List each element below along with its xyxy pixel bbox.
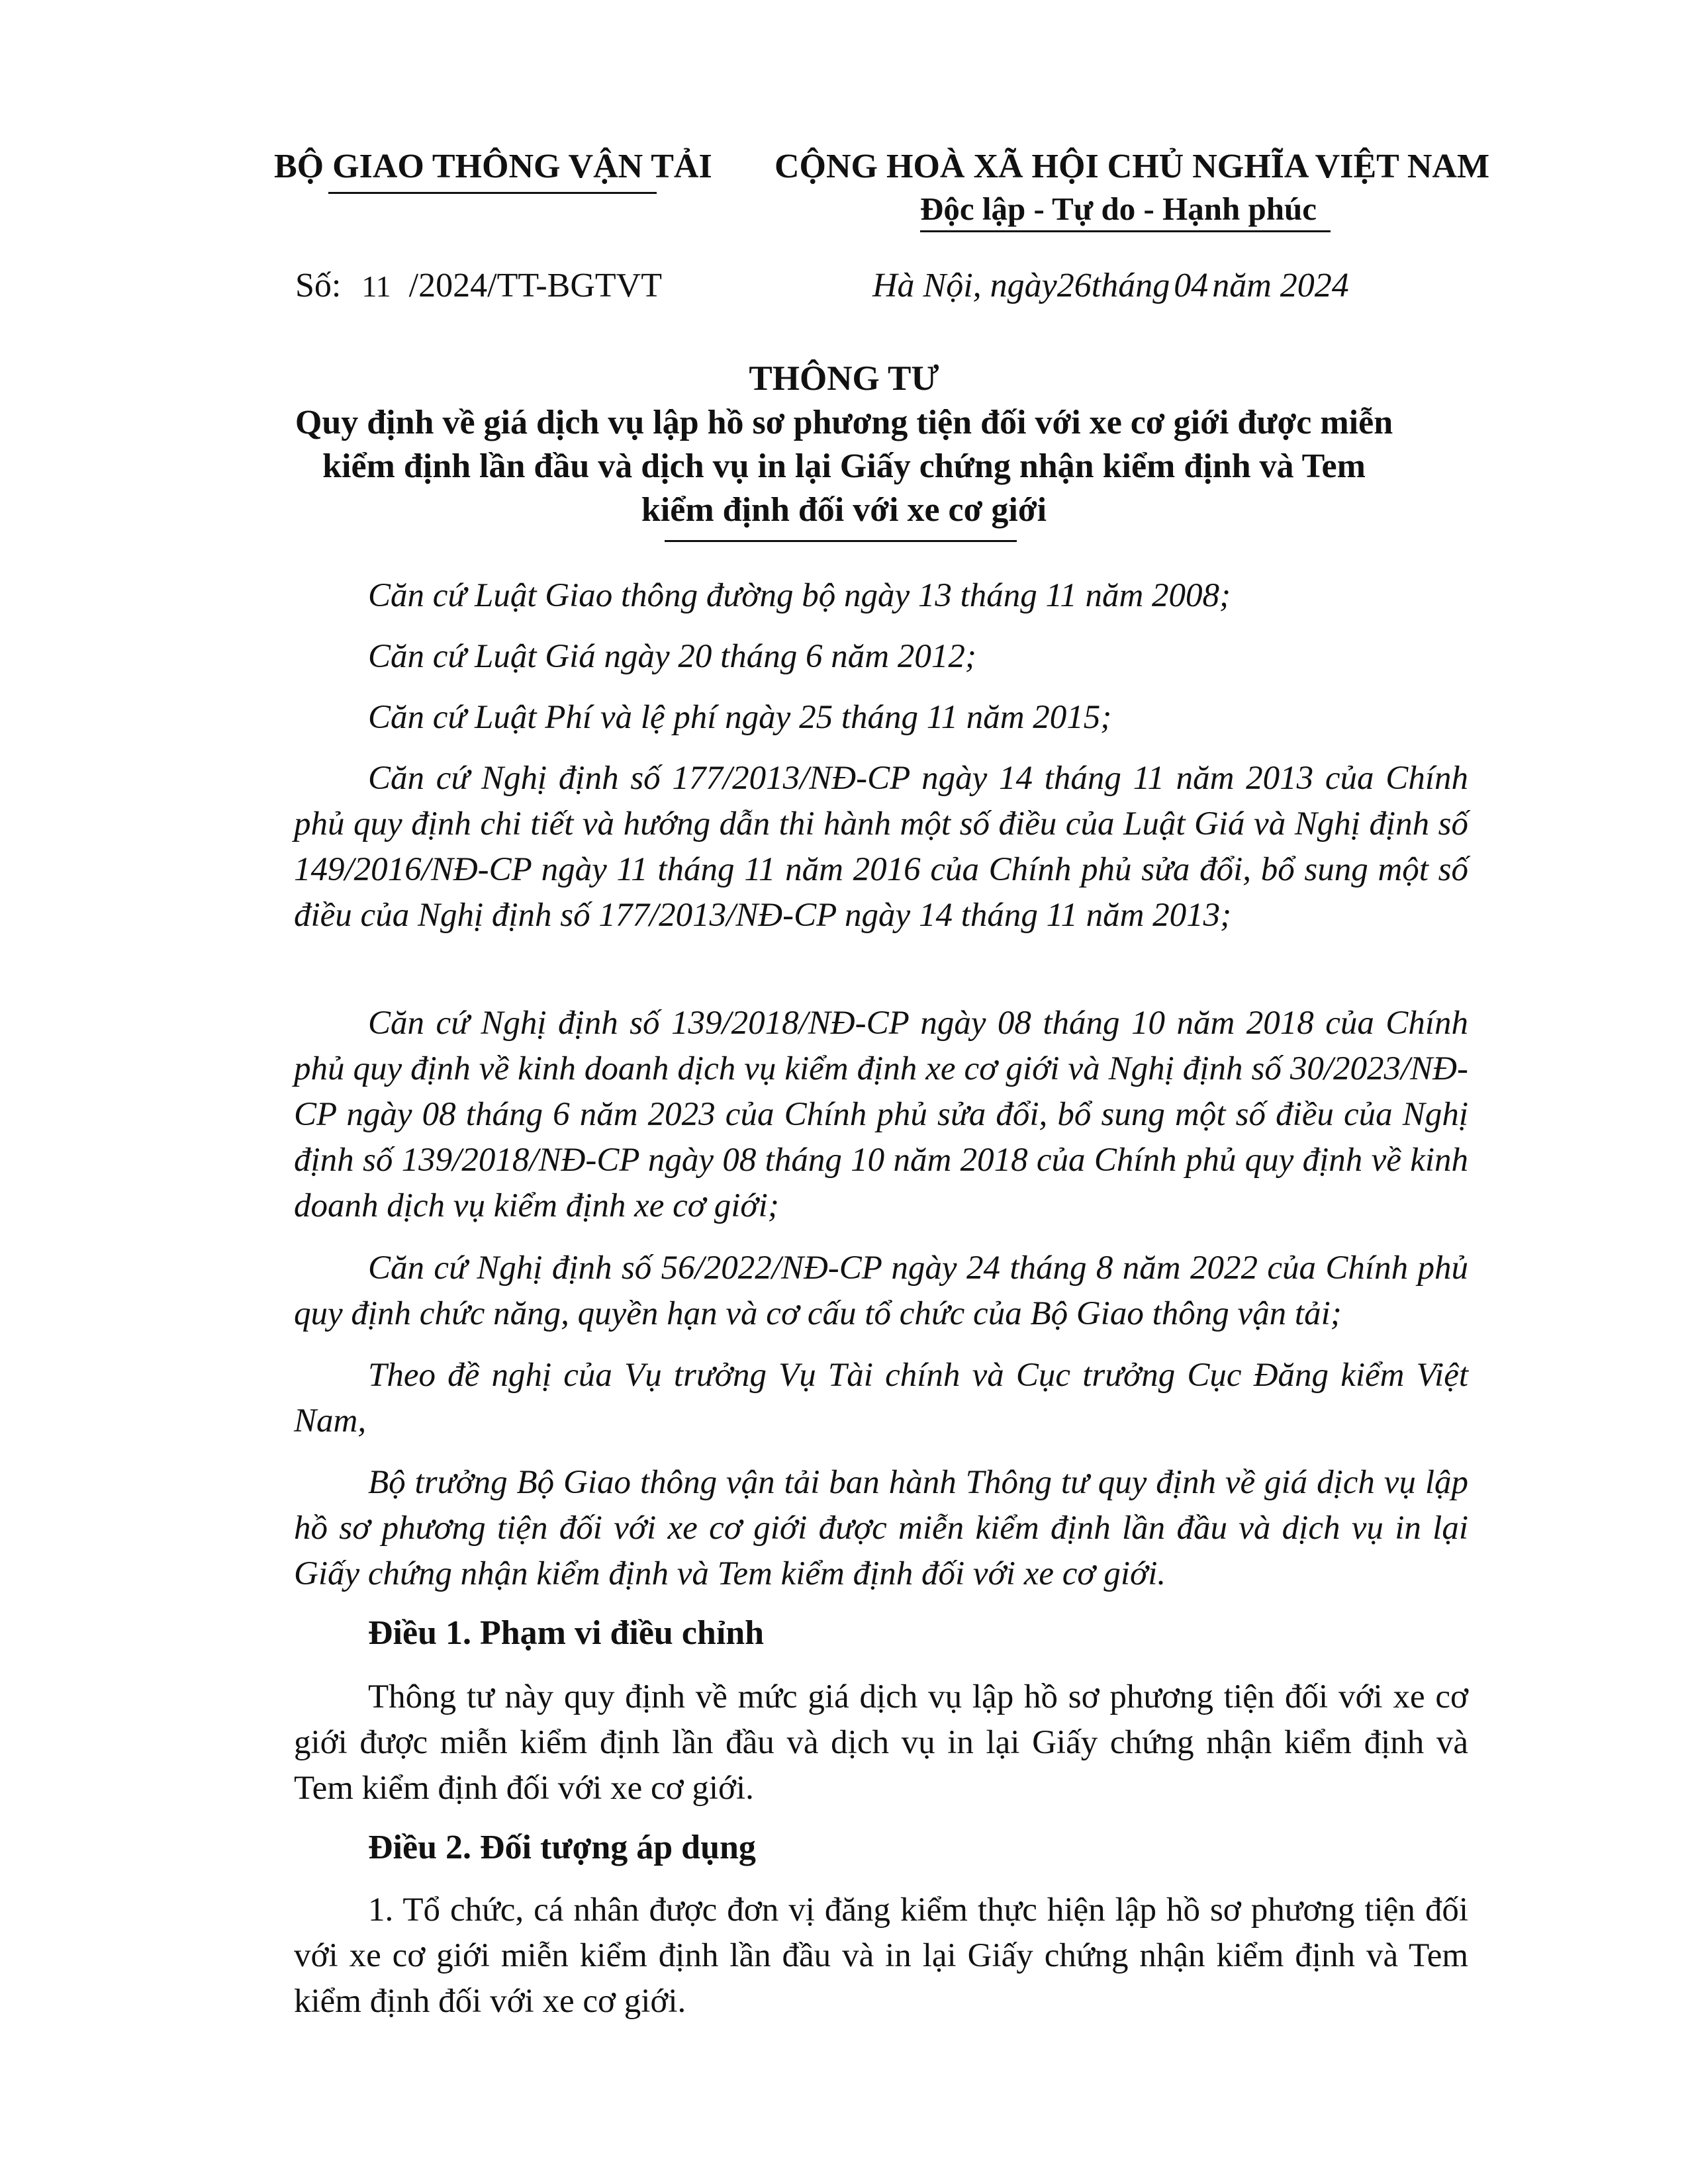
date-month-label: tháng	[1091, 267, 1170, 304]
preamble-paragraph: Căn cứ Nghị định số 177/2013/NĐ-CP ngày 14 tháng 11 năm 2013 của Chính phủ quy định chi tiết và hướng dẫn thi hành một số điều của Luật Giá và Nghị định số 149/2016/NĐ-CP ngày 11 tháng 11 năm 2016 của Chính phủ sửa đổi, bổ sung một số điều của Nghị định số 177/2013/NĐ-CP ngày 14 tháng 11 năm 2013;	[294, 760, 1468, 934]
preamble-paragraph: Căn cứ Luật Phí và lệ phí ngày 25 tháng 11 năm 2015;	[368, 699, 1112, 736]
document-type-title: THÔNG TƯ	[749, 359, 939, 398]
country-name: CỘNG HOÀ XÃ HỘI CHỦ NGHĨA VIỆT NAM	[774, 148, 1490, 185]
motto-underline	[920, 230, 1331, 232]
article-body: 1. Tổ chức, cá nhân được đơn vị đăng kiểm thực hiện lập hồ sơ phương tiện đối với xe cơ giới miễn kiểm định lần đầu và in lại Giấy chứng nhận kiểm định và Tem kiểm định đối với xe cơ giới.	[294, 1891, 1468, 2020]
ministry-name: BỘ GIAO THÔNG VẬN TẢI	[274, 148, 712, 185]
title-line-1: Quy định về giá dịch vụ lập hồ sơ phương tiện đối với xe cơ giới được miễn	[295, 404, 1393, 441]
preamble-paragraph: Căn cứ Nghị định số 56/2022/NĐ-CP ngày 24 tháng 8 năm 2022 của Chính phủ quy định chức năng, quyền hạn và cơ cấu tổ chức của Bộ Giao thông vận tải;	[294, 1250, 1468, 1332]
date-day: 26	[1056, 267, 1092, 304]
place-and-date	[872, 266, 1349, 305]
preamble-paragraph: Bộ trưởng Bộ Giao thông vận tải ban hành Thông tư quy định về giá dịch vụ lập hồ sơ phương tiện đối với xe cơ giới được miễn kiểm định lần đầu và dịch vụ in lại Giấy chứng nhận kiểm định và Tem kiểm định đối với xe cơ giới.	[294, 1464, 1468, 1592]
ministry-underline	[328, 192, 657, 194]
article-heading: Điều 2. Đối tượng áp dụng	[368, 1829, 756, 1866]
document-number	[295, 266, 662, 305]
preamble-paragraph: Căn cứ Luật Giao thông đường bộ ngày 13 tháng 11 năm 2008;	[368, 577, 1231, 614]
title-line-3: kiểm định đối với xe cơ giới	[641, 491, 1047, 529]
article-body: Thông tư này quy định về mức giá dịch vụ lập hồ sơ phương tiện đối với xe cơ giới được miễn kiểm định lần đầu và dịch vụ in lại Giấy chứng nhận kiểm định và Tem kiểm định đối với xe cơ giới.	[294, 1678, 1468, 1807]
preamble-paragraph: Căn cứ Nghị định số 139/2018/NĐ-CP ngày 08 tháng 10 năm 2018 của Chính phủ quy định về kinh doanh dịch vụ kiểm định xe cơ giới và Nghị định số 30/2023/NĐ-CP ngày 08 tháng 6 năm 2023 của Chính phủ sửa đổi, bổ sung một số điều của Nghị định số 139/2018/NĐ-CP ngày 08 tháng 10 năm 2018 của Chính phủ quy định về kinh doanh dịch vụ kiểm định xe cơ giới;	[294, 1005, 1468, 1224]
title-underline	[665, 540, 1017, 542]
date-month: 04	[1174, 267, 1209, 304]
document-number-prefix: Số:	[295, 267, 342, 304]
article-heading: Điều 1. Phạm vi điều chỉnh	[368, 1614, 765, 1652]
date-place: Hà Nội, ngày	[872, 267, 1057, 304]
document-number-value: 11	[361, 269, 391, 303]
title-line-2: kiểm định lần đầu và dịch vụ in lại Giấy chứng nhận kiểm định và Tem	[322, 447, 1366, 485]
preamble-paragraph: Theo đề nghị của Vụ trưởng Vụ Tài chính và Cục trưởng Cục Đăng kiểm Việt Nam,	[294, 1357, 1468, 1439]
preamble-paragraph: Căn cứ Luật Giá ngày 20 tháng 6 năm 2012;	[368, 638, 976, 675]
document-number-suffix: /2024/TT-BGTVT	[408, 267, 662, 304]
date-year: năm 2024	[1212, 267, 1349, 304]
national-motto: Độc lập - Tự do - Hạnh phúc	[920, 191, 1317, 227]
